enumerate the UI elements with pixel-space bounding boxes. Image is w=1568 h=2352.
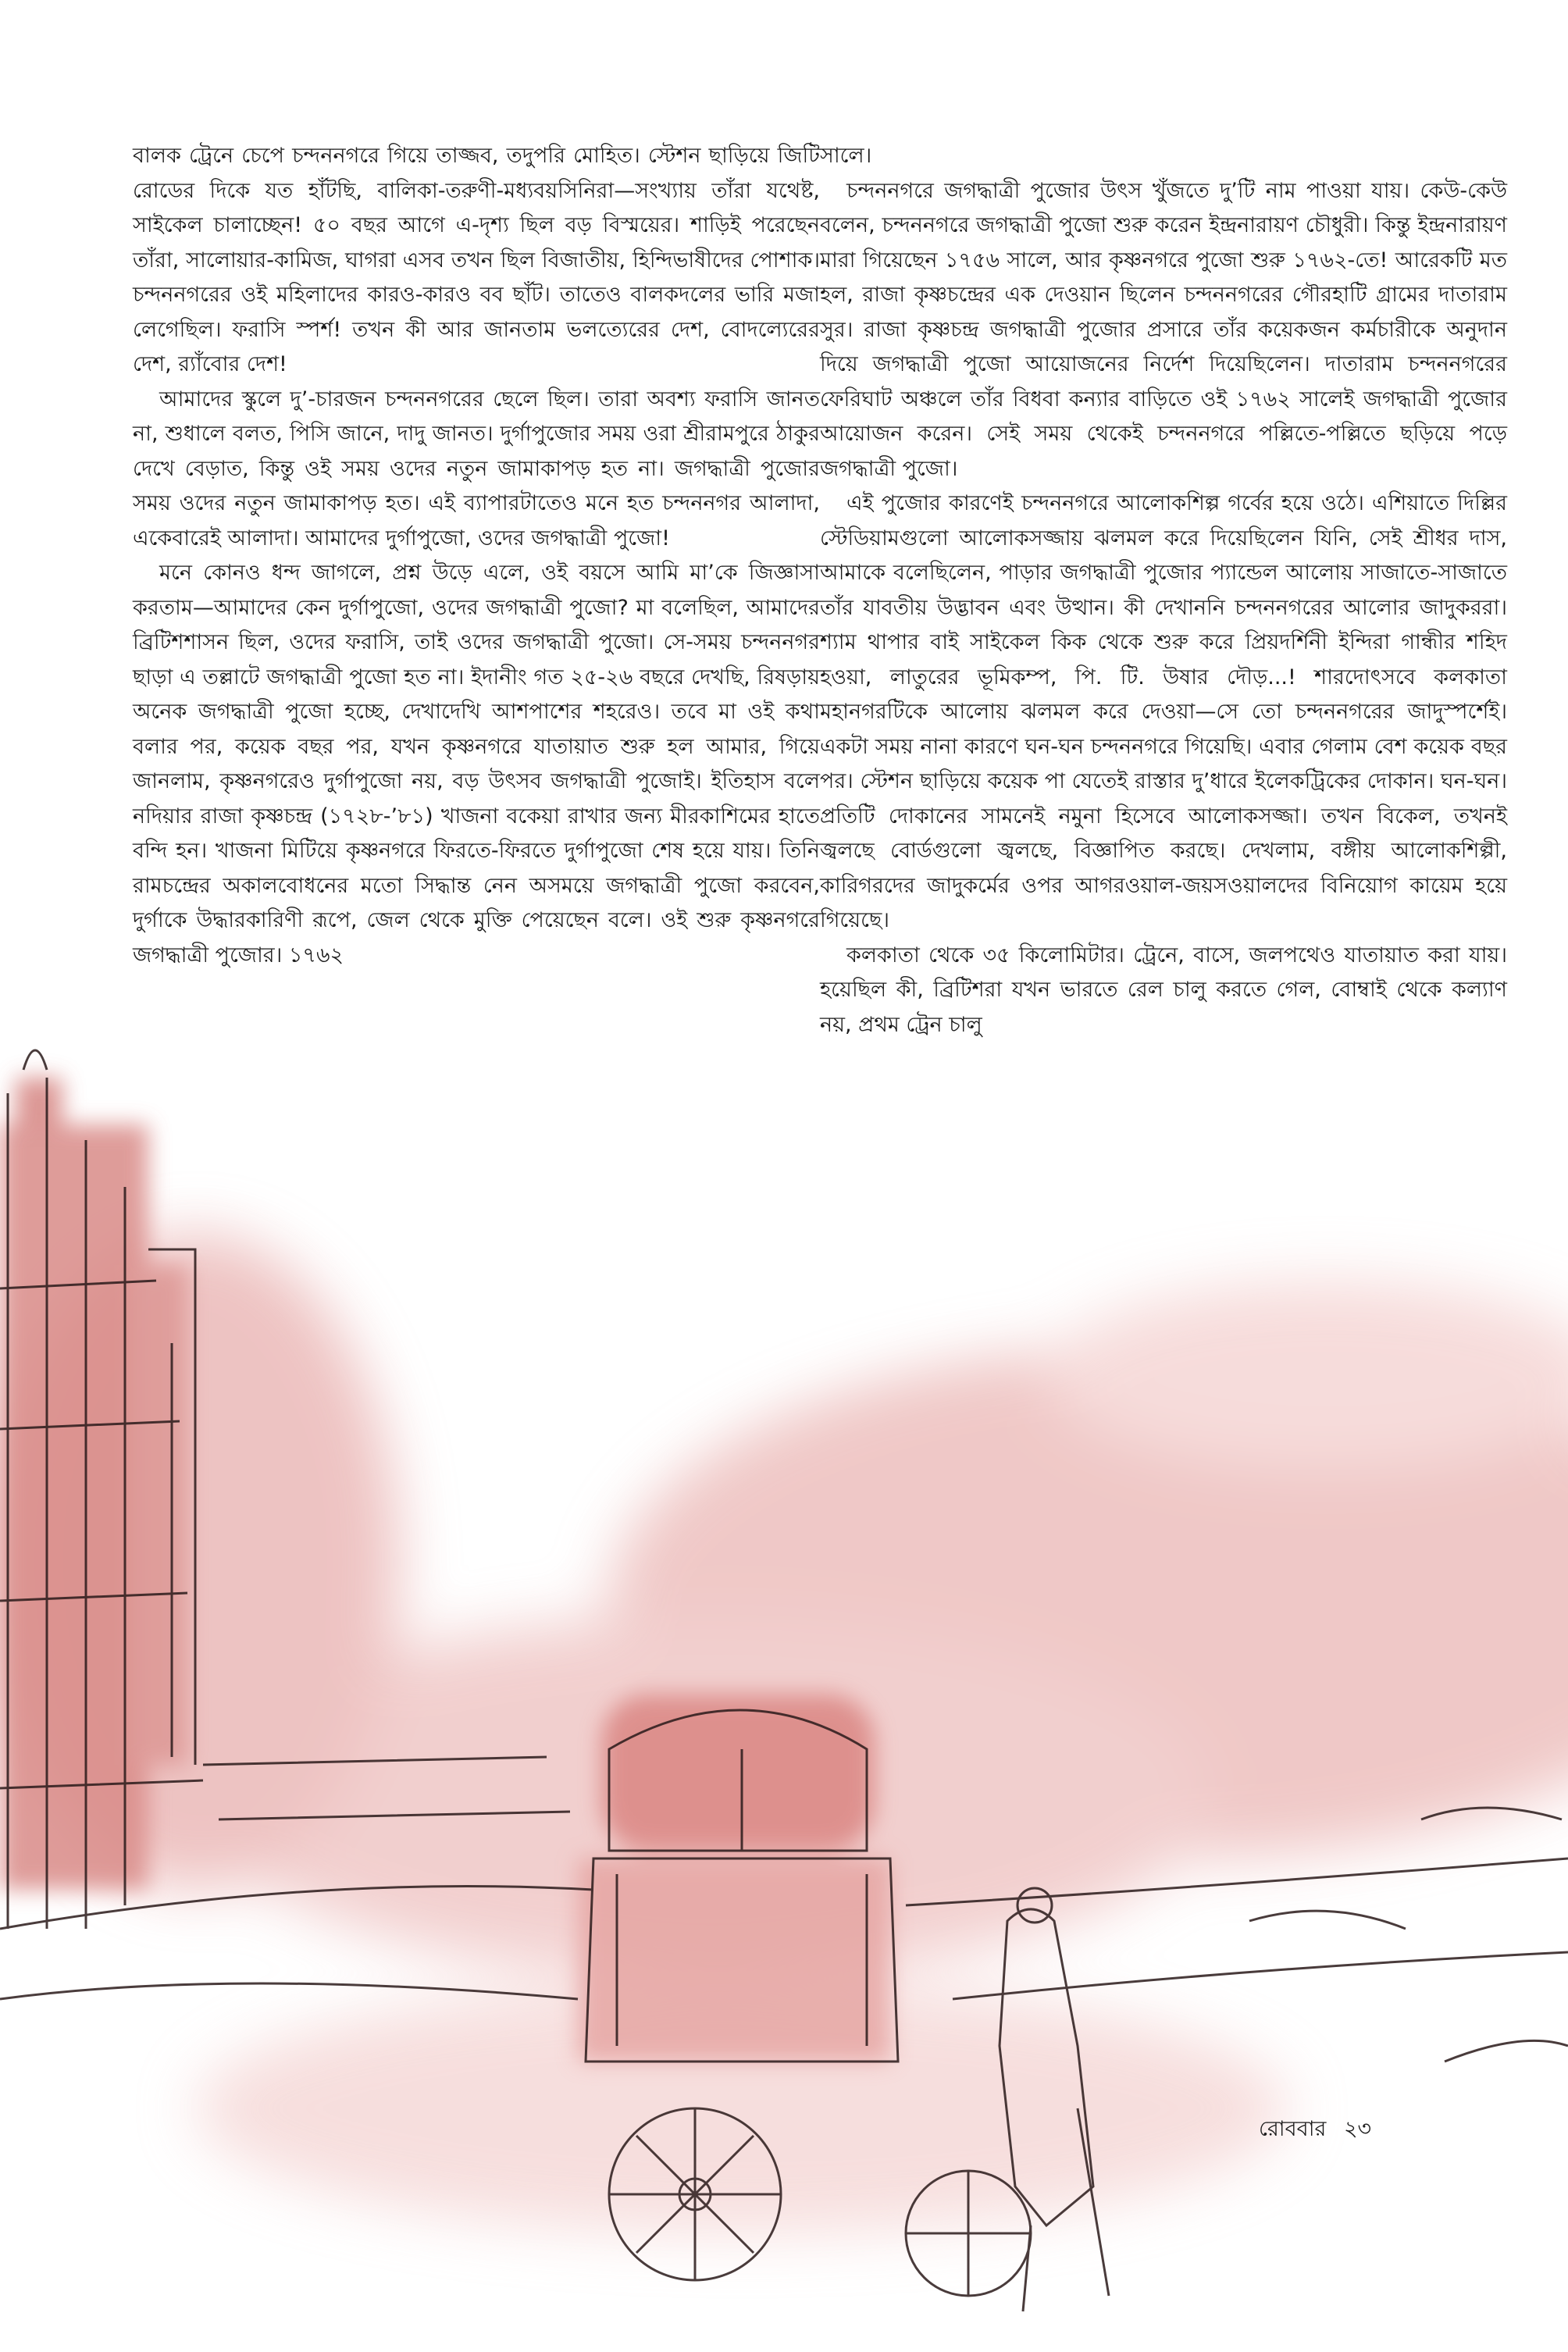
paragraph: মনে কোনও ধন্দ জাগলে, প্রশ্ন উড়ে এলে, ওই বয়সে আমি মা’কে জিজ্ঞাসা করতাম—আমাদের কেন দুর্গাপুজো, ওদের জগদ্ধাত্রী পুজো? মা বলেছিল, আমাদের ব্রিটিশশাসন ছিল, ওদের ফরাসি, তাই ওদের জগদ্ধাত্রী পুজো। সে-সময় চন্দননগর ছাড়া এ তল্লাটে জগদ্ধাত্রী পুজো হত না। ইদানীং গত ২৫-২৬ বছরে দেখছি, রিষড়ায় অনেক জগদ্ধাত্রী পুজো হচ্ছে, দেখাদেখি আশপাশের শহরেও। তবে মা ওই কথা বলার পর, কয়েক বছর পর, যখন কৃষ্ণনগরে যাতায়াত শুরু হল আমার, গিয়ে জানলাম, কৃষ্ণনগরেও দুর্গাপুজো নয়, বড় উৎসব জগদ্ধাত্রী পুজোই। ইতিহাস বলে নদিয়ার রাজা কৃষ্ণচন্দ্র (১৭২৮-’৮১) খাজনা বকেয়া রাখার জন্য মীরকাশিমের হাতে বন্দি হন। খাজনা মিটিয়ে কৃষ্ণনগরে ফিরতে-ফিরতে দুর্গাপুজো শেষ হয়ে যায়। তিনি রামচন্দ্রের অকালবোধনের মতো সিদ্ধান্ত নেন অসময়ে জগদ্ধাত্রী পুজো করবেন, দুর্গাকে উদ্ধারকারিণী রূপে, জেল থেকে মুক্তি পেয়েছেন বলে। ওই শুরু কৃষ্ণনগরে জগদ্ধাত্রী পুজোর। ১৭৬২ [133, 561, 820, 968]
paragraph: আমাদের স্কুলে দু’-চারজন চন্দননগরের ছেলে ছিল। তারা অবশ্য ফরাসি জানত না, শুধালে বলত, পিসি জানে, দাদু জানত। দুর্গাপুজোর সময় ওরা শ্রীরামপুরে ঠাকুর দেখে বেড়াত, কিন্তু ওই সময় ওদের নতুন জামাকাপড় হত না। জগদ্ধাত্রী পুজোর সময় ওদের নতুন জামাকাপড় হত। এই ব্যাপারটাতেও মনে হত চন্দননগর আলাদা, একেবারেই আলাদা। আমাদের দুর্গাপুজো, ওদের জগদ্ধাত্রী পুজো! [133, 387, 820, 551]
article-column-left [133, 139, 820, 973]
paragraph: বালক ট্রেনে চেপে চন্দননগরে গিয়ে তাজ্জব, তদুপরি মোহিত। স্টেশন ছাড়িয়ে জিটি রোডের দিকে যত হাঁটছি, বালিকা-তরুণী-মধ্যবয়সিনিরা—সংখ্যায় তাঁরা যথেষ্ট, সাইকেল চালাচ্ছেন! ৫০ বছর আগে এ-দৃশ্য ছিল বড় বিস্ময়ের। শাড়িই পরেছেন তাঁরা, সালোয়ার-কামিজ, ঘাগরা এসব তখন ছিল বিজাতীয়, হিন্দিভাষীদের পোশাক। চন্দননগরের ওই মহিলাদের কারও-কারও বব ছাঁট। তাতেও বালকদলের ভারি মজা লেগেছিল। ফরাসি স্পর্শ! তখন কী আর জানতাম ভলত্যেরের দেশ, বোদল্যেরের দেশ, র‍্যাঁবোর দেশ! [133, 144, 820, 376]
cart-wash [578, 1695, 890, 2062]
paragraph: এই পুজোর কারণেই চন্দননগরে আলোকশিল্প গর্বের হয়ে ওঠে। এশিয়াতে দিল্লির স্টেডিয়ামগুলো আলোকসজ্জায় ঝলমল করে দিয়েছিলেন যিনি, সেই শ্রীধর দাস, আমাকে বলেছিলেন, পাড়ার জগদ্ধাত্রী পুজোর প্যান্ডেল আলোয় সাজাতে-সাজাতে তাঁর যাবতীয় উদ্ভাবন এবং উত্থান। কী দেখাননি চন্দননগরের আলোর জাদুকররা। শ্যাম থাপার বাই সাইকেল কিক থেকে শুরু করে প্রিয়দর্শিনী ইন্দিরা গান্ধীর শহিদ হওয়া, লাতুরের ভূমিকম্প, পি. টি. উষার দৌড়...! শারদোৎসবে কলকাতা মহানগরটিকে আলোয় ঝলমল করে দেওয়া—সে তো চন্দননগরের জাদুস্পর্শেই। একটা সময় নানা কারণে ঘন-ঘন চন্দননগরে গিয়েছি। এবার গেলাম বেশ কয়েক বছর পর। স্টেশন ছাড়িয়ে কয়েক পা যেতেই রাস্তার দু’ধারে ইলেকট্রিকের দোকান। ঘন-ঘন। প্রতিটি দোকানের সামনেই নমুনা হিসেবে আলোকসজ্জা। তখন বিকেল, তখনই জ্বলছে বোর্ডগুলো জ্বলছে, বিজ্ঞাপিত করছে। দেখলাম, বঙ্গীয় আলোকশিল্পী, কারিগরদের জাদুকর্মের ওপর আগরওয়াল-জয়সওয়ালদের বিনিয়োগ কায়েম হয়ে গিয়েছে। [820, 491, 1507, 932]
page-footer [1259, 2113, 1371, 2148]
paragraph: চন্দননগরে জগদ্ধাত্রী পুজোর উৎস খুঁজতে দু’টি নাম পাওয়া যায়। কেউ-কেউ বলেন, চন্দননগরে জগদ্ধাত্রী পুজো শুরু করেন ইন্দ্রনারায়ণ চৌধুরী। কিন্তু ইন্দ্রনারায়ণ মারা গিয়েছেন ১৭৫৬ সালে, আর কৃষ্ণনগরে পুজো শুরু ১৭৬২-তে! আরেকটি মত হল, রাজা কৃষ্ণচন্দ্রের এক দেওয়ান ছিলেন চন্দননগরের গৌরহাটি গ্রামের দাতারাম সুর। রাজা কৃষ্ণচন্দ্র জগদ্ধাত্রী পুজোর প্রসারে তাঁর কয়েকজন কর্মচারীকে অনুদান দিয়ে জগদ্ধাত্রী পুজো আয়োজনের নির্দেশ দিয়েছিলেন। দাতারাম চন্দননগরের ফেরিঘাট অঞ্চলে তাঁর বিধবা কন্যার বাড়িতে ওই ১৭৬২ সালেই জগদ্ধাত্রী পুজোর আয়োজন করেন। সেই সময় থেকেই চন্দননগরে পল্লিতে-পল্লিতে ছড়িয়ে পড়ে জগদ্ধাত্রী পুজো। [820, 178, 1507, 481]
section-name: রোববার [1259, 2117, 1327, 2141]
paragraph: কলকাতা থেকে ৩৫ কিলোমিটার। ট্রেনে, বাসে, জলপথেও যাতায়াত করা যায়। হয়েছিল কী, ব্রিটিশরা যখন ভারতে রেল চালু করতে গেল, বোম্বাই থেকে কল্যাণ নয়, প্রথম ট্রেন চালু [820, 943, 1507, 1037]
page-number: ২৩ [1343, 2117, 1372, 2141]
paragraph: সালে। [820, 144, 872, 168]
article-column-right [820, 139, 1507, 1042]
